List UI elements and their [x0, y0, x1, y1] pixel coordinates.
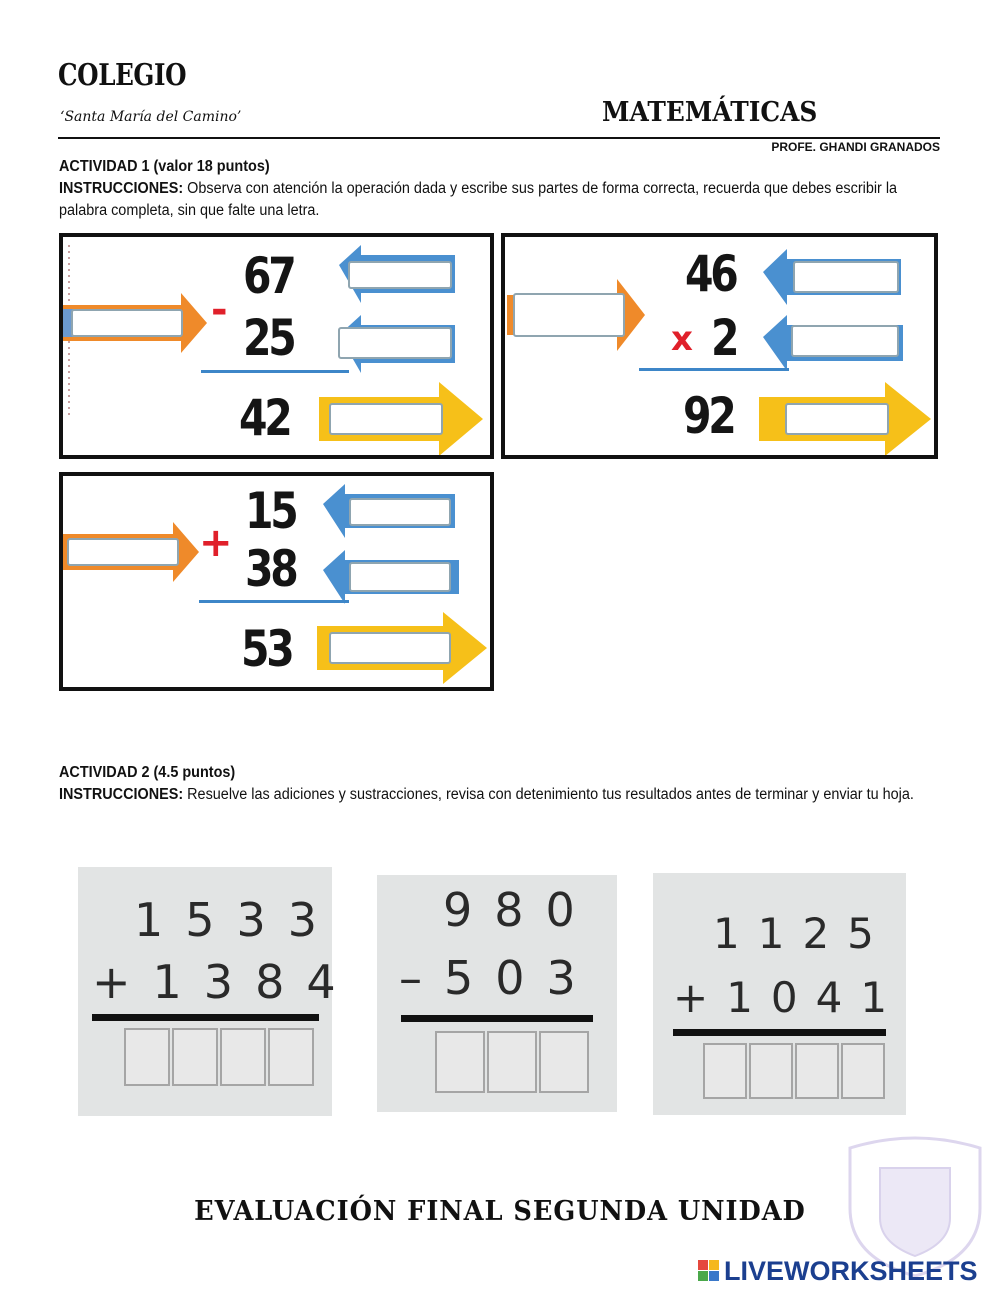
- addition-line: [199, 600, 349, 603]
- addition-addend-one-answer-input[interactable]: [349, 498, 451, 526]
- subtraction-subtrahend-answer-input[interactable]: [338, 327, 452, 359]
- multiplication-multiplicand-answer-input[interactable]: [793, 261, 899, 293]
- problem-3-answer-digit-1[interactable]: [703, 1043, 747, 1099]
- problem-3-answer-digit-4[interactable]: [841, 1043, 885, 1099]
- addition-diagram: [59, 472, 494, 691]
- evaluation-title: EVALUACIÓN FINAL SEGUNDA UNIDAD: [194, 1196, 806, 1227]
- subtraction-difference: 42: [239, 389, 290, 447]
- school-motto: ‘Santa María del Camino’: [60, 109, 242, 125]
- activity2-instructions: [59, 784, 915, 806]
- problem-card-2: [377, 875, 617, 1112]
- problem-1-top-number: 1533: [134, 893, 340, 947]
- school-name: COLEGIO: [58, 58, 187, 93]
- activity2-instructions-text: Resuelve las adiciones y sustracciones, revisa con detenimiento tus resultados antes de terminar y enviar tu hoja.: [183, 786, 914, 803]
- problem-card-3: [653, 873, 906, 1115]
- teacher-name: PROFE. GHANDI GRANADOS: [771, 140, 940, 154]
- addition-sum-answer-input[interactable]: [329, 632, 451, 664]
- addition-sum: 53: [241, 620, 292, 678]
- multiplication-product: 92: [683, 387, 734, 445]
- subtraction-sign-answer-input[interactable]: [71, 309, 183, 337]
- multiplication-multiplier: 2: [711, 309, 737, 367]
- liveworksheets-logo-icon: [698, 1260, 720, 1282]
- multiplication-diagram: [501, 233, 938, 459]
- problem-3-bottom-number: +1041: [673, 973, 906, 1022]
- multiplication-multiplier-answer-input[interactable]: [791, 325, 899, 357]
- subtraction-minuend-answer-input[interactable]: [348, 261, 452, 289]
- addition-sign-answer-input[interactable]: [67, 538, 179, 566]
- problem-3-result-line: [673, 1029, 886, 1036]
- subtraction-diagram: [59, 233, 494, 459]
- activity1-instructions-label: INSTRUCCIONES:: [59, 180, 184, 197]
- subtraction-minuend: 67: [243, 247, 294, 305]
- problem-1-result-line: [92, 1014, 319, 1021]
- problem-card-1: [78, 867, 358, 1116]
- problem-1-answer-digit-3[interactable]: [220, 1028, 266, 1086]
- multiplication-sign-answer-input[interactable]: [513, 293, 625, 337]
- problem-3-top-number: 1125: [713, 909, 892, 958]
- problem-2-bottom-number: –503: [399, 951, 598, 1005]
- problem-2-answer-digit-2[interactable]: [487, 1031, 537, 1093]
- subtraction-line: [201, 370, 349, 373]
- activity2-title: ACTIVIDAD 2 (4.5 puntos): [59, 764, 236, 781]
- activity1-instructions-text: Observa con atención la operación dada y escribe sus partes de forma correcta, recuerda que debes escribir la palabra completa, sin que falte una letra.: [59, 180, 898, 219]
- problem-3-answer-digit-2[interactable]: [749, 1043, 793, 1099]
- problem-1-answer-digit-2[interactable]: [172, 1028, 218, 1086]
- problem-1-bottom-number: +1384: [92, 955, 358, 1009]
- addition-addend-two: 38: [245, 540, 296, 598]
- problem-2-result-line: [401, 1015, 593, 1022]
- activity1-title: ACTIVIDAD 1 (valor 18 puntos): [59, 158, 270, 175]
- activity1-instructions: [59, 178, 915, 222]
- activity2-instructions-label: INSTRUCCIONES:: [59, 786, 184, 803]
- problem-1-answer-digit-4[interactable]: [268, 1028, 314, 1086]
- problem-2-top-number: 980: [443, 883, 597, 937]
- problem-2-answer-digit-1[interactable]: [435, 1031, 485, 1093]
- subtraction-sign: -: [211, 287, 228, 333]
- subtraction-subtrahend: 25: [243, 309, 294, 367]
- multiplication-multiplicand: 46: [685, 245, 736, 303]
- multiplication-line: [639, 368, 789, 371]
- addition-sign: +: [199, 520, 233, 566]
- problem-2-answer-digit-3[interactable]: [539, 1031, 589, 1093]
- problem-3-answer-digit-3[interactable]: [795, 1043, 839, 1099]
- subtraction-difference-answer-input[interactable]: [329, 403, 443, 435]
- header-divider: [58, 137, 940, 139]
- liveworksheets-brand[interactable]: LIVEWORKSHEETS: [724, 1256, 978, 1286]
- multiplication-product-answer-input[interactable]: [785, 403, 889, 435]
- subject-title: MATEMÁTICAS: [602, 97, 818, 128]
- addition-addend-two-answer-input[interactable]: [349, 562, 451, 592]
- problem-1-answer-digit-1[interactable]: [124, 1028, 170, 1086]
- addition-addend-one: 15: [245, 482, 296, 540]
- multiplication-sign: x: [671, 319, 693, 359]
